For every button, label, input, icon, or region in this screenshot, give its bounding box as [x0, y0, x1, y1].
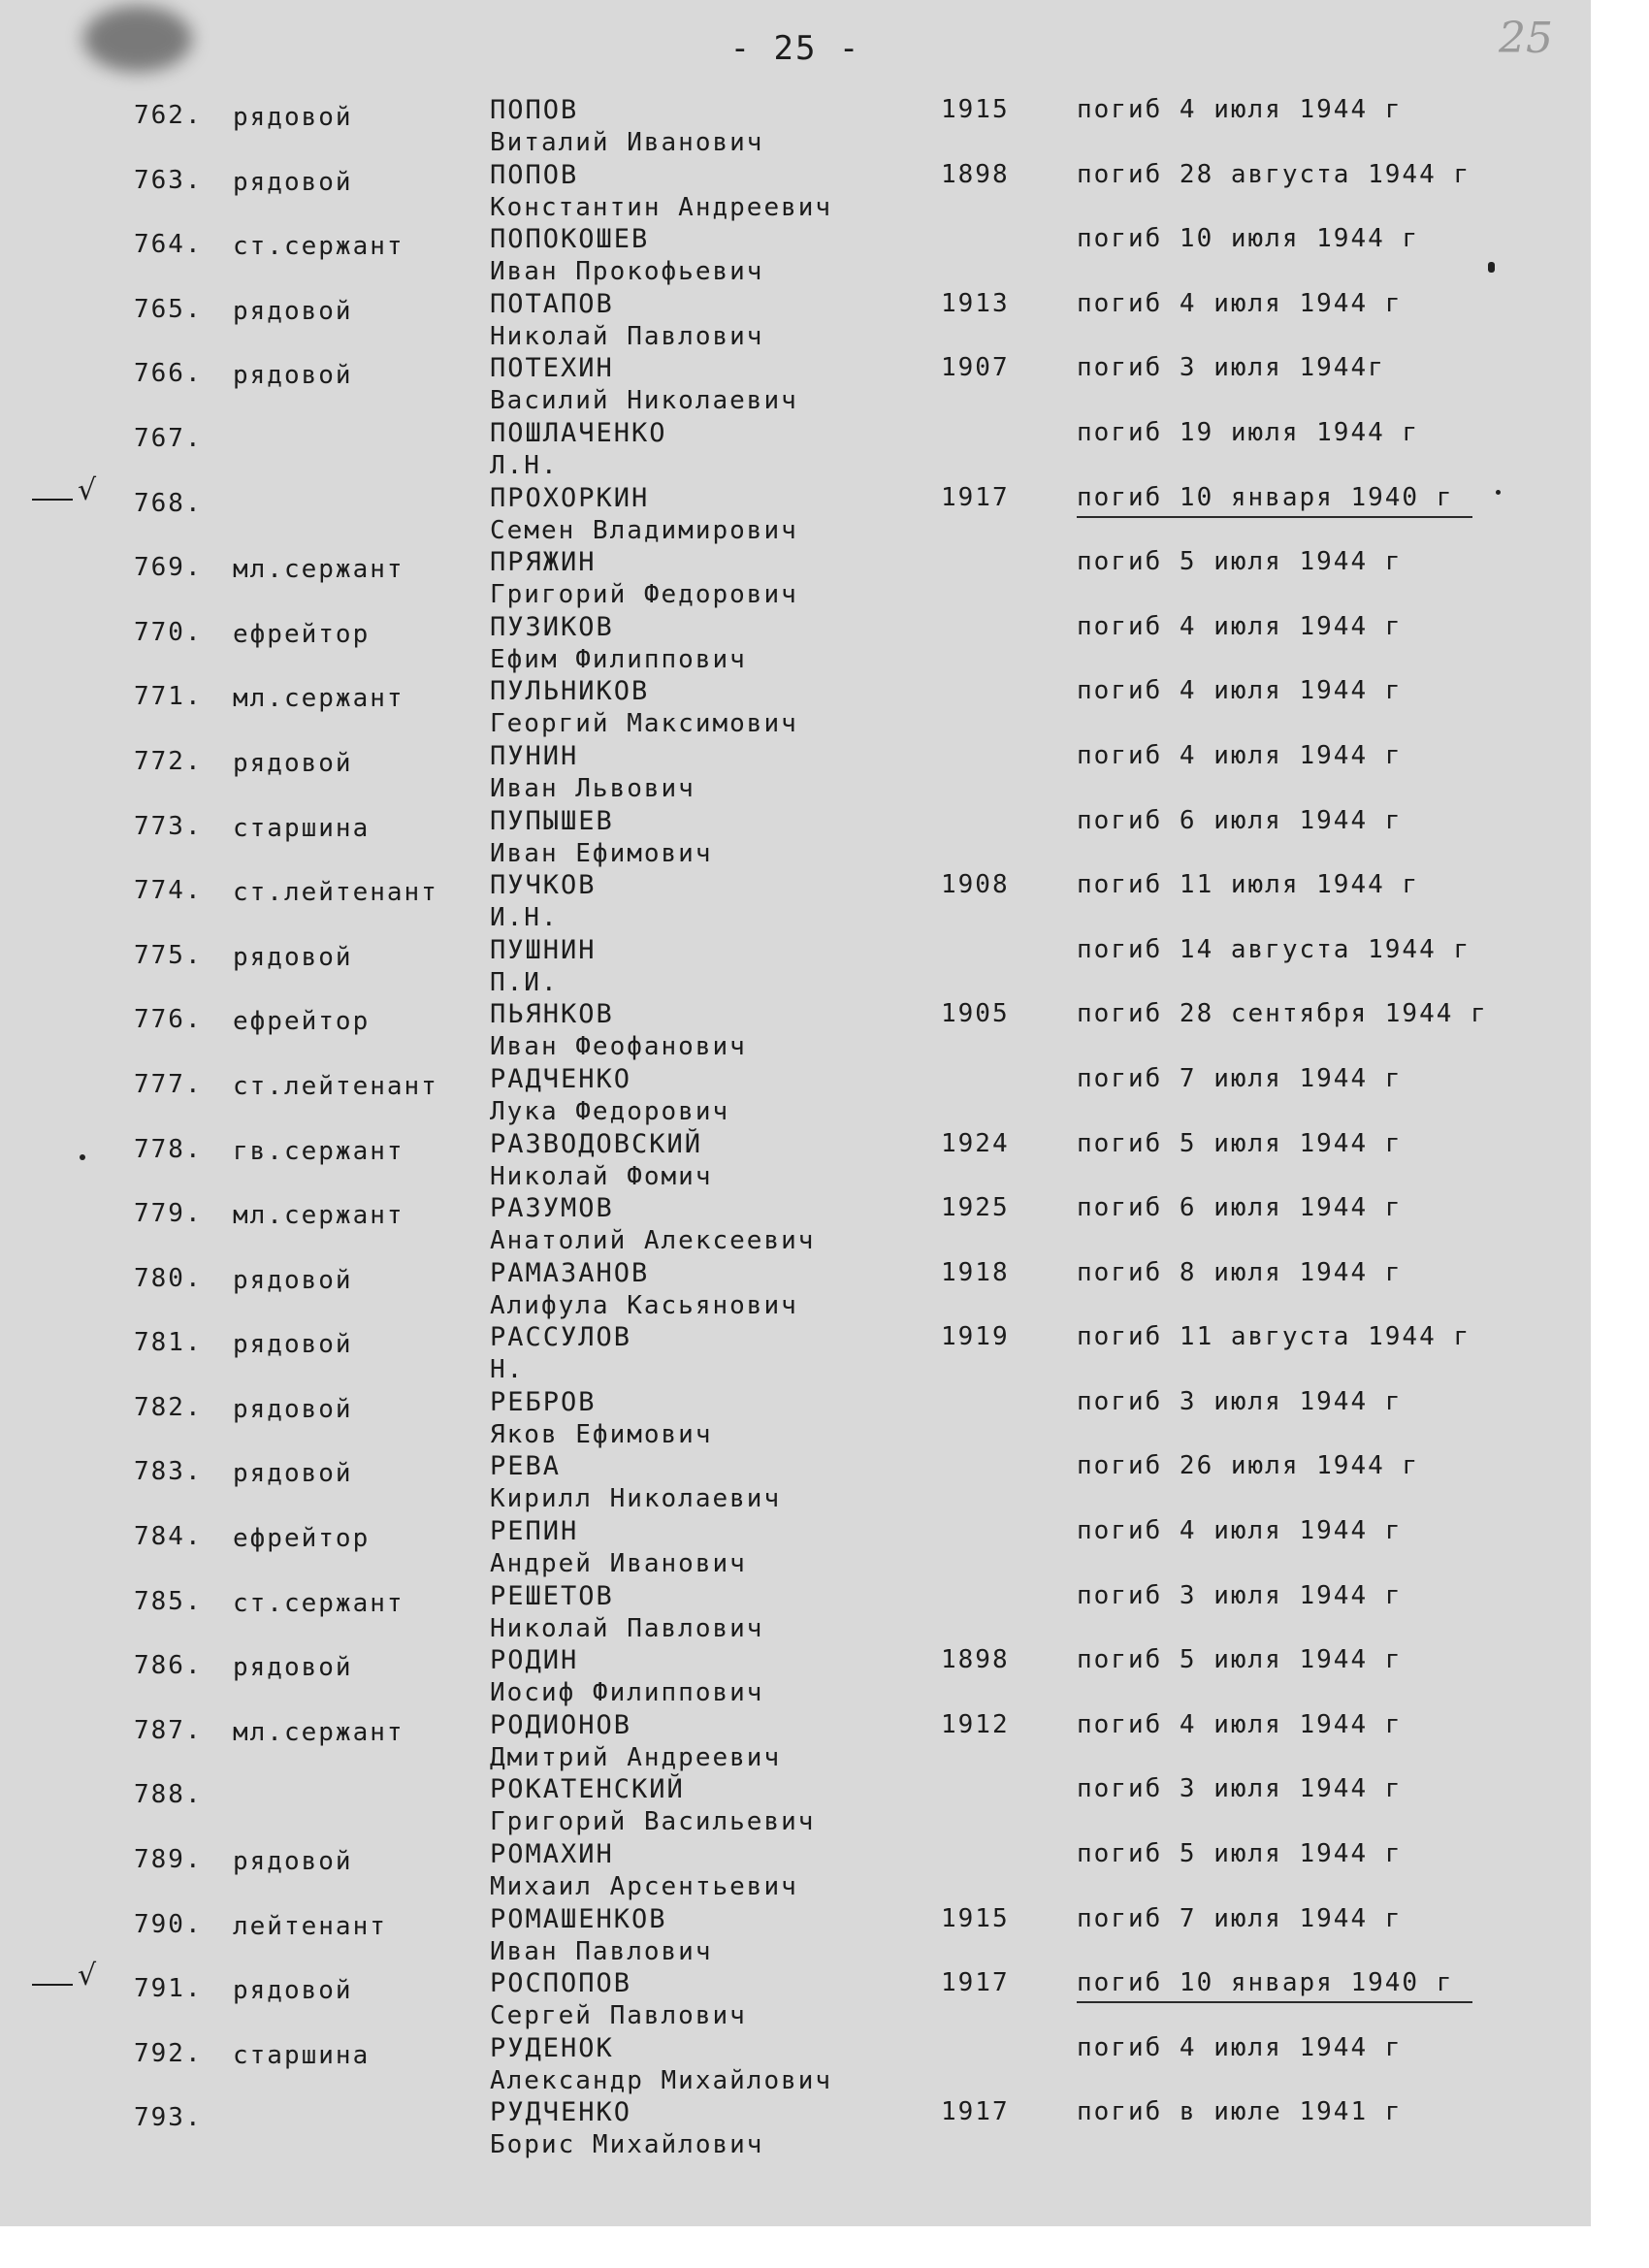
- birth-year: 1917: [941, 482, 1010, 512]
- fate-text: погиб 11 августа 1944 г: [1077, 1322, 1471, 1352]
- given-name-patronymic: Иван Феофанович: [490, 1032, 747, 1062]
- given-name-patronymic: Алифула Касьянович: [490, 1290, 798, 1320]
- military-rank: рядовой: [233, 1265, 353, 1295]
- birth-year: 1898: [941, 159, 1010, 189]
- surname: ПУПЫШЕВ: [490, 805, 614, 836]
- list-item: [0, 606, 1591, 674]
- surname: РОКАТЕНСКИЙ: [490, 1774, 685, 1805]
- list-item: [0, 412, 1591, 480]
- fate-text: погиб 7 июля 1944 г: [1077, 1903, 1403, 1933]
- entry-number: 769.: [134, 553, 203, 583]
- surname: РОМАХИН: [490, 1839, 614, 1870]
- surname: РАЗУМОВ: [490, 1193, 614, 1224]
- given-name-patronymic: Константин Андреевич: [490, 192, 833, 222]
- entry-number: 786.: [134, 1651, 203, 1681]
- list-item: [0, 1187, 1591, 1256]
- fate-text: погиб 4 июля 1944 г: [1077, 1516, 1403, 1546]
- birth-year: 1924: [941, 1128, 1010, 1158]
- entry-number: 783.: [134, 1457, 203, 1487]
- military-rank: гв.сержант: [233, 1136, 404, 1166]
- entry-number: 768.: [134, 488, 203, 518]
- given-name-patronymic: Иосиф Филиппович: [490, 1678, 764, 1708]
- military-rank: рядовой: [233, 1847, 353, 1877]
- list-item: [0, 1639, 1591, 1708]
- handwritten-check-icon: √: [78, 1959, 97, 1993]
- military-rank: мл.сержант: [233, 555, 404, 585]
- given-name-patronymic: Андрей Иванович: [490, 1549, 747, 1579]
- surname: ПРОХОРКИН: [490, 482, 650, 513]
- entry-number: 784.: [134, 1522, 203, 1552]
- list-item: [0, 1252, 1591, 1320]
- military-rank: лейтенант: [233, 1911, 387, 1941]
- list-item: [0, 735, 1591, 803]
- given-name-patronymic: Николай Павлович: [490, 1613, 764, 1643]
- surname: ПОТЕХИН: [490, 353, 614, 384]
- birth-year: 1917: [941, 2097, 1010, 2127]
- entry-number: 770.: [134, 617, 203, 647]
- list-item: [0, 1575, 1591, 1643]
- surname: РУДЕНОК: [490, 2032, 614, 2063]
- given-name-patronymic: Л.Н.: [490, 450, 559, 480]
- given-name-patronymic: Иван Павлович: [490, 1936, 713, 1966]
- entry-number: 778.: [134, 1134, 203, 1164]
- surname: РЕБРОВ: [490, 1386, 597, 1417]
- entry-number: 790.: [134, 1909, 203, 1939]
- fate-text: погиб 19 июля 1944 г: [1077, 417, 1420, 447]
- fate-text: погиб 10 января 1940 г: [1077, 1968, 1472, 2003]
- casualty-list: [0, 89, 1591, 2160]
- given-name-patronymic: Александр Михайлович: [490, 2065, 833, 2095]
- fate-text: погиб 6 июля 1944 г: [1077, 1193, 1403, 1223]
- birth-year: 1907: [941, 353, 1010, 383]
- given-name-patronymic: Лука Федорович: [490, 1096, 730, 1126]
- military-rank: ст.лейтенант: [233, 1071, 438, 1101]
- list-item: [0, 89, 1591, 157]
- given-name-patronymic: Михаил Арсентьевич: [490, 1872, 798, 1902]
- military-rank: рядовой: [233, 1653, 353, 1683]
- birth-year: 1925: [941, 1193, 1010, 1223]
- surname: ПУНИН: [490, 740, 579, 771]
- surname: РАДЧЕНКО: [490, 1063, 632, 1094]
- fate-text: погиб 4 июля 1944 г: [1077, 95, 1403, 124]
- fate-text: погиб 3 июля 1944 г: [1077, 1774, 1403, 1804]
- list-item: [0, 2027, 1591, 2095]
- fate-text: погиб 7 июля 1944 г: [1077, 1063, 1403, 1093]
- birth-year: 1908: [941, 870, 1010, 900]
- given-name-patronymic: Григорий Васильевич: [490, 1807, 816, 1837]
- entry-number: 779.: [134, 1199, 203, 1229]
- military-rank: рядовой: [233, 361, 353, 391]
- fate-text: погиб в июле 1941 г: [1077, 2097, 1403, 2127]
- list-item: [0, 993, 1591, 1062]
- fate-text: погиб 3 июля 1944 г: [1077, 1386, 1403, 1416]
- fate-text: погиб 26 июля 1944 г: [1077, 1451, 1420, 1481]
- given-name-patronymic: Анатолий Алексеевич: [490, 1226, 816, 1256]
- fate-text: погиб 28 сентября 1944 г: [1077, 999, 1488, 1029]
- birth-year: 1905: [941, 999, 1010, 1029]
- list-item: [0, 541, 1591, 610]
- military-rank: ст.сержант: [233, 232, 404, 262]
- military-rank: рядовой: [233, 1394, 353, 1424]
- surname: РАССУЛОВ: [490, 1322, 632, 1353]
- list-item: [0, 800, 1591, 868]
- entry-number: 789.: [134, 1845, 203, 1875]
- entry-number: 787.: [134, 1715, 203, 1745]
- list-item: [0, 283, 1591, 351]
- given-name-patronymic: Иван Прокофьевич: [490, 257, 764, 287]
- surname: РЕПИН: [490, 1516, 579, 1547]
- military-rank: ефрейтор: [233, 619, 371, 649]
- surname: ПОШЛАЧЕНКО: [490, 417, 667, 448]
- fate-text: погиб 4 июля 1944 г: [1077, 611, 1403, 641]
- fate-text: погиб 10 января 1940 г: [1077, 483, 1472, 518]
- birth-year: 1898: [941, 1645, 1010, 1675]
- entry-number: 764.: [134, 230, 203, 260]
- military-rank: рядовой: [233, 103, 353, 132]
- list-item: [0, 1381, 1591, 1449]
- list-item: [0, 472, 1591, 545]
- surname: ПУШНИН: [490, 934, 597, 965]
- given-name-patronymic: Иван Ефимович: [490, 838, 713, 868]
- list-item: [0, 1123, 1591, 1191]
- fate-text: погиб 5 июля 1944 г: [1077, 1839, 1403, 1869]
- list-item: [0, 864, 1591, 933]
- surname: ПУЧКОВ: [490, 870, 597, 901]
- surname: ПУЛЬНИКОВ: [490, 676, 650, 707]
- military-rank: рядовой: [233, 167, 353, 197]
- given-name-patronymic: Виталий Иванович: [490, 128, 764, 157]
- surname: РЕШЕТОВ: [490, 1580, 614, 1611]
- surname: РОМАШЕНКОВ: [490, 1903, 667, 1934]
- military-rank: рядовой: [233, 748, 353, 778]
- entry-number: 771.: [134, 682, 203, 712]
- fate-text: погиб 4 июля 1944 г: [1077, 288, 1403, 318]
- fate-text: погиб 14 августа 1944 г: [1077, 934, 1471, 964]
- entry-number: 763.: [134, 165, 203, 195]
- given-name-patronymic: Сергей Павлович: [490, 2001, 747, 2031]
- surname: ПОПОКОШЕВ: [490, 224, 650, 255]
- entry-number: 791.: [134, 1974, 203, 2004]
- given-name-patronymic: П.И.: [490, 967, 559, 997]
- surname: РЕВА: [490, 1451, 562, 1482]
- surname: ПОТАПОВ: [490, 288, 614, 319]
- list-item: [0, 218, 1591, 287]
- surname: ПРЯЖИН: [490, 547, 597, 578]
- military-rank: рядовой: [233, 1976, 353, 2006]
- list-item: [0, 670, 1591, 739]
- fate-text: погиб 4 июля 1944 г: [1077, 1709, 1403, 1739]
- given-name-patronymic: Н.: [490, 1355, 525, 1385]
- fate-text: погиб 11 июля 1944 г: [1077, 870, 1420, 900]
- list-item: [0, 1768, 1591, 1837]
- birth-year: 1912: [941, 1709, 1010, 1739]
- military-rank: мл.сержант: [233, 1201, 404, 1231]
- entry-number: 762.: [134, 101, 203, 130]
- surname: ПОПОВ: [490, 95, 579, 125]
- fate-text: погиб 5 июля 1944 г: [1077, 547, 1403, 577]
- fate-text: погиб 5 июля 1944 г: [1077, 1128, 1403, 1158]
- entry-number: 785.: [134, 1586, 203, 1616]
- list-item: [0, 1898, 1591, 1966]
- handwritten-check-icon: √: [78, 472, 97, 507]
- birth-year: 1918: [941, 1257, 1010, 1287]
- fate-text: погиб 8 июля 1944 г: [1077, 1257, 1403, 1287]
- military-rank: мл.сержант: [233, 1717, 404, 1747]
- entry-number: 781.: [134, 1328, 203, 1358]
- military-rank: рядовой: [233, 1330, 353, 1360]
- entry-number: 766.: [134, 359, 203, 389]
- fate-text: погиб 3 июля 1944г: [1077, 353, 1385, 383]
- given-name-patronymic: Василий Николаевич: [490, 386, 798, 416]
- given-name-patronymic: Ефим Филиппович: [490, 644, 747, 674]
- military-rank: ефрейтор: [233, 1524, 371, 1554]
- entry-number: 765.: [134, 294, 203, 324]
- list-item: [0, 1704, 1591, 1772]
- military-rank: ст.сержант: [233, 1588, 404, 1618]
- surname: РУДЧЕНКО: [490, 2097, 632, 2128]
- surname: РОСПОПОВ: [490, 1968, 632, 1999]
- military-rank: мл.сержант: [233, 684, 404, 714]
- fate-text: погиб 5 июля 1944 г: [1077, 1645, 1403, 1675]
- fate-text: погиб 4 июля 1944 г: [1077, 740, 1403, 770]
- birth-year: 1915: [941, 1903, 1010, 1933]
- given-name-patronymic: Яков Ефимович: [490, 1419, 713, 1449]
- surname: ПУЗИКОВ: [490, 611, 614, 642]
- given-name-patronymic: Николай Фомич: [490, 1161, 713, 1191]
- entry-number: 774.: [134, 876, 203, 906]
- given-name-patronymic: Дмитрий Андреевич: [490, 1742, 782, 1772]
- list-item: [0, 1445, 1591, 1514]
- handwritten-page-stamp: 25: [1499, 14, 1553, 63]
- entry-number: 782.: [134, 1392, 203, 1422]
- list-item: [0, 1833, 1591, 1902]
- surname: РОДИН: [490, 1645, 579, 1676]
- entry-number: 780.: [134, 1263, 203, 1293]
- entry-number: 777.: [134, 1069, 203, 1099]
- entry-number: 775.: [134, 940, 203, 970]
- entry-number: 793.: [134, 2103, 203, 2133]
- birth-year: 1915: [941, 95, 1010, 124]
- given-name-patronymic: Кирилл Николаевич: [490, 1484, 782, 1514]
- fate-text: погиб 10 июля 1944 г: [1077, 224, 1420, 254]
- entry-number: 767.: [134, 423, 203, 453]
- given-name-patronymic: Иван Львович: [490, 773, 695, 803]
- list-item: [0, 2091, 1591, 2160]
- given-name-patronymic: Георгий Максимович: [490, 709, 798, 739]
- entry-number: 788.: [134, 1780, 203, 1810]
- birth-year: 1919: [941, 1322, 1010, 1352]
- list-item: [0, 929, 1591, 997]
- given-name-patronymic: И.Н.: [490, 903, 559, 933]
- surname: РОДИОНОВ: [490, 1709, 632, 1740]
- birth-year: 1913: [941, 288, 1010, 318]
- list-item: [0, 1510, 1591, 1579]
- page-number: - 25 -: [729, 29, 861, 68]
- list-item: [0, 154, 1591, 222]
- given-name-patronymic: Борис Михайлович: [490, 2130, 764, 2160]
- given-name-patronymic: Николай Павлович: [490, 321, 764, 351]
- surname: РАЗВОДОВСКИЙ: [490, 1128, 703, 1159]
- birth-year: 1917: [941, 1968, 1010, 1998]
- surname: ПОПОВ: [490, 159, 579, 190]
- surname: ПЬЯНКОВ: [490, 999, 614, 1030]
- military-rank: старшина: [233, 2040, 371, 2070]
- military-rank: ст.лейтенант: [233, 878, 438, 908]
- entry-number: 773.: [134, 811, 203, 841]
- given-name-patronymic: Семен Владимирович: [490, 515, 798, 545]
- fate-text: погиб 4 июля 1944 г: [1077, 2032, 1403, 2062]
- military-rank: рядовой: [233, 942, 353, 972]
- fate-text: погиб 4 июля 1944 г: [1077, 676, 1403, 706]
- list-item: [0, 1316, 1591, 1385]
- entry-number: 792.: [134, 2038, 203, 2068]
- list-item: [0, 1959, 1591, 2031]
- entry-number: 776.: [134, 1005, 203, 1035]
- list-item: [0, 1058, 1591, 1126]
- fate-text: погиб 6 июля 1944 г: [1077, 805, 1403, 835]
- fate-text: погиб 3 июля 1944 г: [1077, 1580, 1403, 1610]
- military-rank: старшина: [233, 813, 371, 843]
- fate-text: погиб 28 августа 1944 г: [1077, 159, 1471, 189]
- given-name-patronymic: Григорий Федорович: [490, 580, 798, 610]
- surname: РАМАЗАНОВ: [490, 1257, 650, 1288]
- military-rank: рядовой: [233, 1459, 353, 1489]
- entry-number: 772.: [134, 746, 203, 776]
- military-rank: рядовой: [233, 296, 353, 326]
- military-rank: ефрейтор: [233, 1007, 371, 1037]
- list-item: [0, 347, 1591, 416]
